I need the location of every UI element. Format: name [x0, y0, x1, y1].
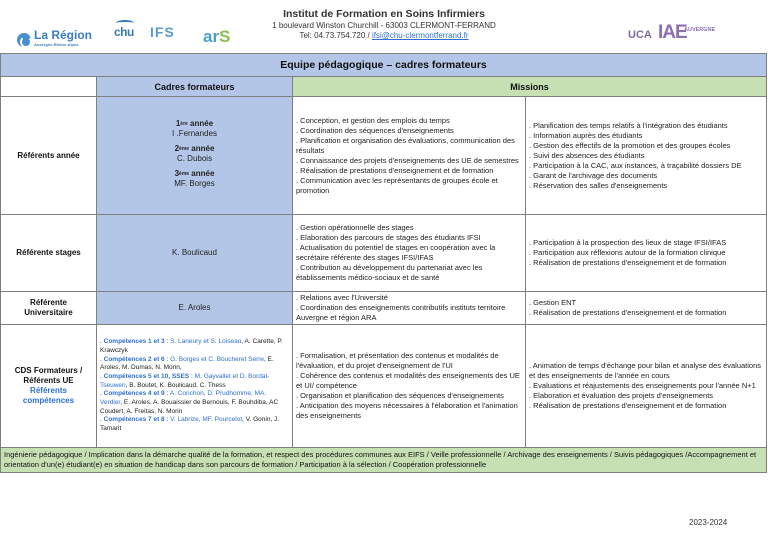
mission-item: . Evaluations et réajustements des enseignements pour l'année N+1	[529, 381, 763, 391]
row-label-cds-blue: Référents compétences	[22, 386, 75, 405]
mission-item: . Réalisation de prestations d'enseignement et de formation	[529, 401, 763, 411]
mission-item: . Formalisation, et présentation des contenus et modalités de l'évaluation, et du projet d'enseignement de l'UI	[296, 351, 522, 371]
cadres-stages: K. Boulicaud	[97, 215, 293, 292]
mission-item: . Réalisation de prestations d'enseignement et de formation	[529, 308, 763, 318]
mission-item: . Réalisation de prestations d'enseignement et de formation	[529, 258, 763, 268]
ars-logo-s: S	[219, 27, 231, 46]
mission-item: . Réalisation de prestations d'enseignement et de formation	[296, 166, 522, 176]
column-header-row	[1, 77, 767, 97]
year-block-3	[101, 169, 288, 189]
competence-5-head: Compétences 7 et 8	[103, 416, 165, 424]
competence-1-sep: :	[164, 338, 171, 346]
mission-item: . Réservation des salles d'enseignements	[529, 181, 763, 191]
mission-item: . Information auprès des étudiants	[529, 131, 763, 141]
table-row-referente-stages	[1, 215, 767, 292]
auvergne-logo-text: AUVERGNE	[684, 27, 716, 33]
competence-item-2: . Compétences 2 et 6 : G. Borges et C. Boucheret Serre, E. Aroles, M. Dumas, N. Morin,	[100, 355, 274, 372]
mission-item: . Anticipation des moyens nécessaires à l'élaboration et l'animation des enseignements	[296, 401, 522, 421]
institute-email-link[interactable]: ifsi@chu-clermontferrand.fr	[371, 31, 469, 40]
row-label-cds	[1, 325, 97, 448]
column-header-empty	[1, 77, 97, 97]
mission-item: . Garant de l'archivage des documents	[529, 171, 763, 181]
missions-stages-col1	[293, 215, 526, 292]
competence-item-3: . Compétences 5 et 10, SSES : M. Gayvallet et D. Bordat-Tseuwen, B. Boutet, K. Boulicaud, C. Thess	[100, 372, 270, 389]
row-label-cds-main: CDS Formateurs / Référents UE	[14, 366, 83, 385]
mission-item: . Actualisation du potentiel de stages en coopération avec la secrétaire référente des stages IFSI/IFAS	[296, 243, 522, 263]
row-label-annee: Référents année	[1, 97, 97, 215]
year-3-name: MF. Borges	[174, 178, 215, 188]
mission-item: . Participation à la CAC, aux instances, à traçabilité dossiers DE	[529, 161, 763, 171]
competence-1-head: Compétences 1 et 3	[103, 338, 165, 346]
table-footer-text: Ingénierie pédagogique / Implication dans la démarche qualité de la formation, et respect des procédures communes aux EIFS / Veille professionnelle / Archivage des enseignements / Suivis pédagogiques /Accompagnement et orientation d'un(e) étudiant(e) en situation de handicap dans son parcours de formation / Participation à la sélection / Coopération professionnelle	[1, 448, 767, 473]
region-logo	[17, 30, 92, 50]
mission-item: . Planification et organisation des évaluations, communication des résultats	[296, 136, 522, 156]
competence-4-sep: :	[164, 390, 170, 398]
institute-contact	[254, 31, 514, 40]
competence-4-ref: A. Conchon, D. Prudhomme, MA. Verdier	[100, 390, 267, 407]
competence-1-rest: , A. Carette, P. Krawczyk	[100, 338, 283, 354]
column-header-cadres: Cadres formateurs	[97, 77, 293, 97]
mission-item: . Contribution au développement du partenariat avec les établissements médico-sociaux et de santé	[296, 263, 522, 283]
iae-logo: IAE	[658, 22, 687, 43]
competence-3-ref: M. Gayvallet et D. Bordat-Tseuwen	[100, 372, 270, 389]
team-table	[0, 53, 767, 473]
mission-item: . Suivi des absences des étudiants	[529, 151, 763, 161]
competence-item-5: . Compétences 7 et 8 : V. Labrize, MF. Pourcelot, V. Gonin, J. Tamarit	[100, 416, 280, 433]
year-3-word: année	[189, 168, 215, 178]
competence-3-sep: :	[189, 372, 195, 380]
competence-item-4: . Compétences 4 et 9 : A. Conchon, D. Prudhomme, MA. Verdier, E. Aroles, A. Bouaissier de Bernouis, F. Bouhdiba, AC Coudert, A. Freitas, N. Morin	[100, 390, 279, 415]
missions-annee-col2	[526, 97, 767, 215]
year-1-word: année	[187, 118, 214, 128]
uca-logo: UCA	[628, 29, 652, 41]
competence-2-head: Compétences 2 et 6	[103, 355, 165, 363]
year-1-name: I .Fernandes	[172, 128, 217, 138]
missions-cds-col2	[526, 325, 767, 448]
competence-item-1: . Compétences 1 et 3 : S. Laneury et S. Loiseau, A. Carette, P. Krawczyk	[100, 338, 283, 354]
academic-year: 2023-2024	[689, 518, 728, 527]
cadres-univ: E. Aroles	[97, 292, 293, 325]
year-3-suffix: ème	[179, 170, 190, 177]
mission-item: . Communication avec les représentants de groupes école et promotion	[296, 176, 522, 196]
missions-univ-col2	[526, 292, 767, 325]
mission-item: . Gestion opérationnelle des stages	[296, 223, 522, 233]
mission-item: . Connaissance des projets d'enseignements des UE de semestres	[296, 156, 522, 166]
institute-address: 1 boulevard Winston Churchill - 63003 CLERMONT-FERRAND	[272, 21, 496, 30]
mission-item: . Elaboration et évaluation des projets d'enseignements	[529, 391, 763, 401]
competence-2-rest: , E. Aroles, M. Dumas, N. Morin,	[100, 355, 274, 372]
mission-item: . Gestion ENT	[529, 298, 763, 308]
competence-2-ref: G. Borges et C. Boucheret Serre	[170, 355, 265, 363]
mission-item: . Coordination des séquences d'enseignements	[296, 126, 522, 136]
table-footer-row	[1, 448, 767, 473]
ars-logo-a: ar	[203, 27, 220, 46]
year-1-suffix: ère	[180, 120, 188, 127]
table-row-referente-universitaire	[1, 292, 767, 325]
mission-item: . Animation de temps d'échange pour bilan et analyse des évaluations et des enseignements de l'année en cours	[529, 361, 763, 381]
mission-item: . Relations avec l'Université	[296, 293, 522, 303]
row-label-stages: Référente stages	[1, 215, 97, 292]
table-title: Equipe pédagogique – cadres formateurs	[1, 54, 767, 77]
year-block-1	[101, 119, 288, 139]
competence-4-head: Compétences 4 et 9	[103, 390, 165, 398]
competence-5-ref: V. Labrize, MF. Pourcelot	[170, 416, 243, 424]
year-2-word: année	[189, 143, 215, 153]
mission-item: . Gestion des effectifs de la promotion et des groupes écoles	[529, 141, 763, 151]
cds-competences	[97, 325, 293, 448]
institute-header	[254, 8, 514, 40]
missions-cds-col1	[293, 325, 526, 448]
competence-1-ref: S. Laneury et S. Loiseau	[170, 338, 242, 346]
competence-4-rest: , E. Aroles, A. Bouaissier de Bernouis, F. Bouhdiba, AC Coudert, A. Freitas, N. Morin	[100, 399, 279, 415]
competence-5-rest: , V. Gonin, J. Tamarit	[100, 416, 280, 433]
year-2-number: 2	[174, 143, 180, 153]
mission-item: . Elaboration des parcours de stages des étudiants IFSI	[296, 233, 522, 243]
ifs-logo: IFS	[150, 24, 175, 40]
mission-item: . Conception, et gestion des emplois du temps	[296, 116, 522, 126]
competence-3-rest: , B. Boutet, K. Boulicaud, C. Thess	[125, 381, 226, 389]
row-label-univ: Référente Universitaire	[1, 292, 97, 325]
column-header-missions: Missions	[293, 77, 767, 97]
missions-annee-col1	[293, 97, 526, 215]
header	[0, 0, 768, 52]
mission-item: . Participation aux réflexions autour de la formation clinique	[529, 248, 763, 258]
mission-item: . Participation à la prospection des lieux de stage IFSI/IFAS	[529, 238, 763, 248]
table-row-cds-formateurs	[1, 325, 767, 448]
institute-tel: Tel: 04.73.754.720 /	[299, 31, 372, 40]
year-3-number: 3	[174, 168, 180, 178]
region-logo-sub: Auvergne-Rhône-Alpes	[34, 42, 79, 47]
chu-logo: chu	[114, 25, 134, 39]
mission-item: . Coordination des enseignements contributifs instituts territoire Auvergne et région ARA	[296, 303, 522, 323]
mission-item: . Cohérence des contenus et modalités des enseignements des UE et UI/ compétence	[296, 371, 522, 391]
mission-item: . Organisation et planification des séquences d'enseignements	[296, 391, 522, 401]
missions-stages-col2	[526, 215, 767, 292]
ars-logo	[203, 27, 230, 47]
cadres-annee	[97, 97, 293, 215]
table-row-referents-annee	[1, 97, 767, 215]
table-title-row	[1, 54, 767, 77]
competence-3-head: Compétences 5 et 10, SSES	[103, 372, 190, 380]
institute-title: Institut de Formation en Soins Infirmiers	[283, 8, 485, 20]
mission-item: . Planification des temps relatifs à l'intégration des étudiants	[529, 121, 763, 131]
year-1-number: 1	[175, 118, 181, 128]
missions-univ-col1	[293, 292, 526, 325]
competence-5-sep: :	[164, 416, 171, 424]
year-block-2	[101, 144, 288, 164]
year-2-suffix: ème	[179, 145, 190, 152]
region-emblem-icon	[17, 33, 31, 47]
region-logo-name: La Région	[34, 28, 93, 42]
year-2-name: C. Dubois	[176, 153, 213, 163]
competence-2-sep: :	[164, 355, 171, 363]
